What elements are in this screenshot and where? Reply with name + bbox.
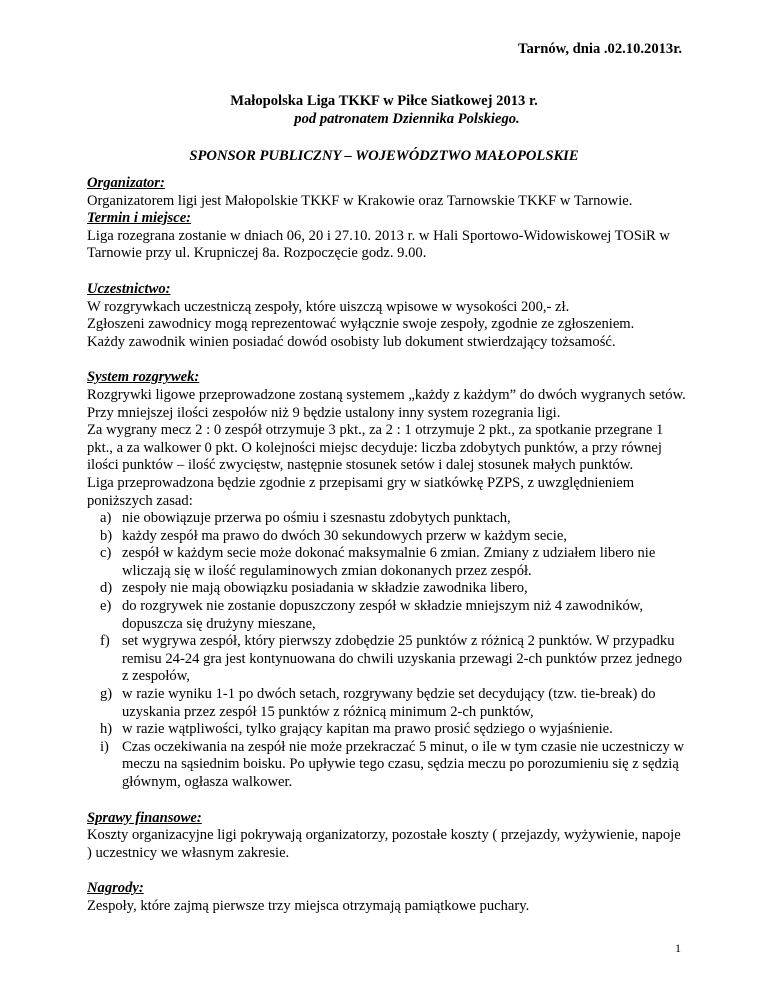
rule-text: zespoły nie mają obowiązku posiadania w składzie zawodnika libero, bbox=[122, 580, 528, 597]
document-date: Tarnów, dnia .02.10.2013r. bbox=[518, 41, 682, 57]
system-paragraph: Rozgrywki ligowe przeprowadzone zostaną systemem „każdy z każdym” do dwóch wygranych setów. Przy mniejszej ilości zespołów niż 9 będzie ustalony inny system rozegrania ligi. bbox=[87, 386, 686, 421]
document-body bbox=[87, 175, 687, 916]
participation-line: W rozgrywkach uczestniczą zespoły, które uiszczą wpisowe w wysokości 200,- zł. bbox=[87, 298, 570, 315]
rule-text: do rozgrywek nie zostanie dopuszczony zespół w składzie mniejszym niż 4 zawodników, dopuszcza się drużyny mieszane, bbox=[122, 598, 644, 632]
prizes-section bbox=[87, 880, 687, 915]
document-title: Małopolska Liga TKKF w Piłce Siatkowej 2013 r. bbox=[230, 93, 538, 109]
rule-item bbox=[87, 580, 687, 598]
rule-text: nie obowiązuje przerwa po ośmiu i szesnastu zdobytych punktach, bbox=[122, 510, 511, 527]
rule-item bbox=[87, 686, 687, 721]
rule-text: każdy zespół ma prawo do dwóch 30 sekundowych przerw w każdym secie, bbox=[122, 527, 567, 544]
rule-text: w razie wyniku 1-1 po dwóch setach, rozgrywany będzie set decydujący (tzw. tie-break) do uzyskania przez zespół 15 punktów z różnicą minimum 2-ch punktów, bbox=[122, 686, 656, 720]
rule-item bbox=[87, 633, 687, 686]
rule-text: w razie wątpliwości, tylko grający kapitan ma prawo prosić sędziego o wyjaśnienie. bbox=[122, 721, 613, 738]
sponsor-heading: SPONSOR PUBLICZNY – WOJEWÓDZTWO MAŁOPOLSKIE bbox=[189, 148, 579, 164]
rule-item bbox=[87, 510, 687, 528]
system-heading: System rozgrywek: bbox=[87, 369, 200, 386]
participation-line: Każdy zawodnik winien posiadać dowód osobisty lub dokument stwierdzający tożsamość. bbox=[87, 333, 616, 350]
rule-text: set wygrywa zespół, który pierwszy zdobędzie 25 punktów z różnicą 2 punktów. W przypadku remisu 24-24 gra jest kontynuowana do chwili uzyskania przewagi 2-ch punktów przez jednego z zespołów, bbox=[122, 633, 683, 685]
schedule-heading: Termin i miejsce: bbox=[87, 210, 192, 227]
spacer bbox=[87, 792, 687, 810]
rule-item bbox=[87, 598, 687, 633]
finance-section bbox=[87, 810, 687, 863]
participation-section bbox=[87, 281, 687, 351]
system-paragraph: Liga przeprowadzona będzie zgodnie z przepisami gry w siatkówkę PZPS, z uwzględnieniem poniższych zasad: bbox=[87, 474, 635, 509]
finance-heading: Sprawy finansowe: bbox=[87, 809, 202, 826]
prizes-heading: Nagrody: bbox=[87, 880, 144, 897]
rule-marker: a) bbox=[100, 510, 112, 527]
organizer-text: Organizatorem ligi jest Małopolskie TKKF w Krakowie oraz Tarnowskie TKKF w Tarnowie. bbox=[87, 192, 633, 209]
participation-line: Zgłoszeni zawodnicy mogą reprezentować wyłącznie swoje zespoły, zgodnie ze zgłoszeniem. bbox=[87, 316, 635, 333]
rule-text: Czas oczekiwania na zespół nie może przekraczać 5 minut, o ile w tym czasie nie uczestniczy w meczu na sąsiednim boisku. Po upływie tego czasu, sędzia meczu po porozumieniu się z sędzią głównym, ogłasza walkower. bbox=[122, 738, 685, 790]
participation-heading: Uczestnictwo: bbox=[87, 280, 171, 297]
finance-text: Koszty organizacyjne ligi pokrywają organizatorzy, pozostałe koszty ( przejazdy, wyżywienie, napoje ) uczestnicy we własnym zakresie. bbox=[87, 827, 681, 861]
document-subtitle: pod patronatem Dziennika Polskiego. bbox=[294, 111, 520, 127]
system-section bbox=[87, 369, 687, 791]
page-number: 1 bbox=[675, 941, 681, 955]
schedule-section bbox=[87, 210, 687, 263]
rule-marker: g) bbox=[100, 686, 113, 703]
organizer-heading: Organizator: bbox=[87, 175, 165, 191]
system-paragraph: Za wygrany mecz 2 : 0 zespół otrzymuje 3 pkt., za 2 : 1 otrzymuje 2 pkt., za spotkanie przegrane 1 pkt., a za walkower 0 pkt. O kolejności miejsc decyduje: liczba zdobytych punktów, a przy równej ilości punktów – ilość zwycięstw, następnie stosunek setów i dalej stosunek małych punktów. bbox=[87, 422, 664, 474]
rule-item bbox=[87, 721, 687, 739]
organizer-section bbox=[87, 175, 687, 210]
rule-text: zespół w każdym secie może dokonać maksymalnie 6 zmian. Zmiany z udziałem libero nie wliczają się w ilość regulaminowych zmian dokonanych przez zespół. bbox=[122, 545, 656, 579]
prizes-text: Zespoły, które zajmą pierwsze trzy miejsca otrzymają pamiątkowe puchary. bbox=[87, 897, 530, 914]
rule-marker: i) bbox=[100, 738, 109, 755]
rule-item bbox=[87, 528, 687, 546]
rule-item bbox=[87, 739, 687, 792]
spacer bbox=[87, 862, 687, 880]
rules-list bbox=[87, 510, 687, 792]
rule-marker: e) bbox=[100, 598, 112, 615]
rule-marker: d) bbox=[100, 580, 113, 597]
rule-marker: f) bbox=[100, 633, 110, 650]
schedule-text: Liga rozegrana zostanie w dniach 06, 20 i 27.10. 2013 r. w Hali Sportowo-Widowiskowej TOSiR w Tarnowie przy ul. Krupniczej 8a. Rozpoczęcie godz. 9.00. bbox=[87, 227, 670, 262]
rule-marker: h) bbox=[100, 721, 113, 738]
spacer bbox=[87, 351, 687, 369]
rule-marker: c) bbox=[100, 545, 112, 562]
spacer bbox=[87, 263, 687, 281]
rule-item bbox=[87, 545, 687, 580]
rule-marker: b) bbox=[100, 527, 113, 544]
